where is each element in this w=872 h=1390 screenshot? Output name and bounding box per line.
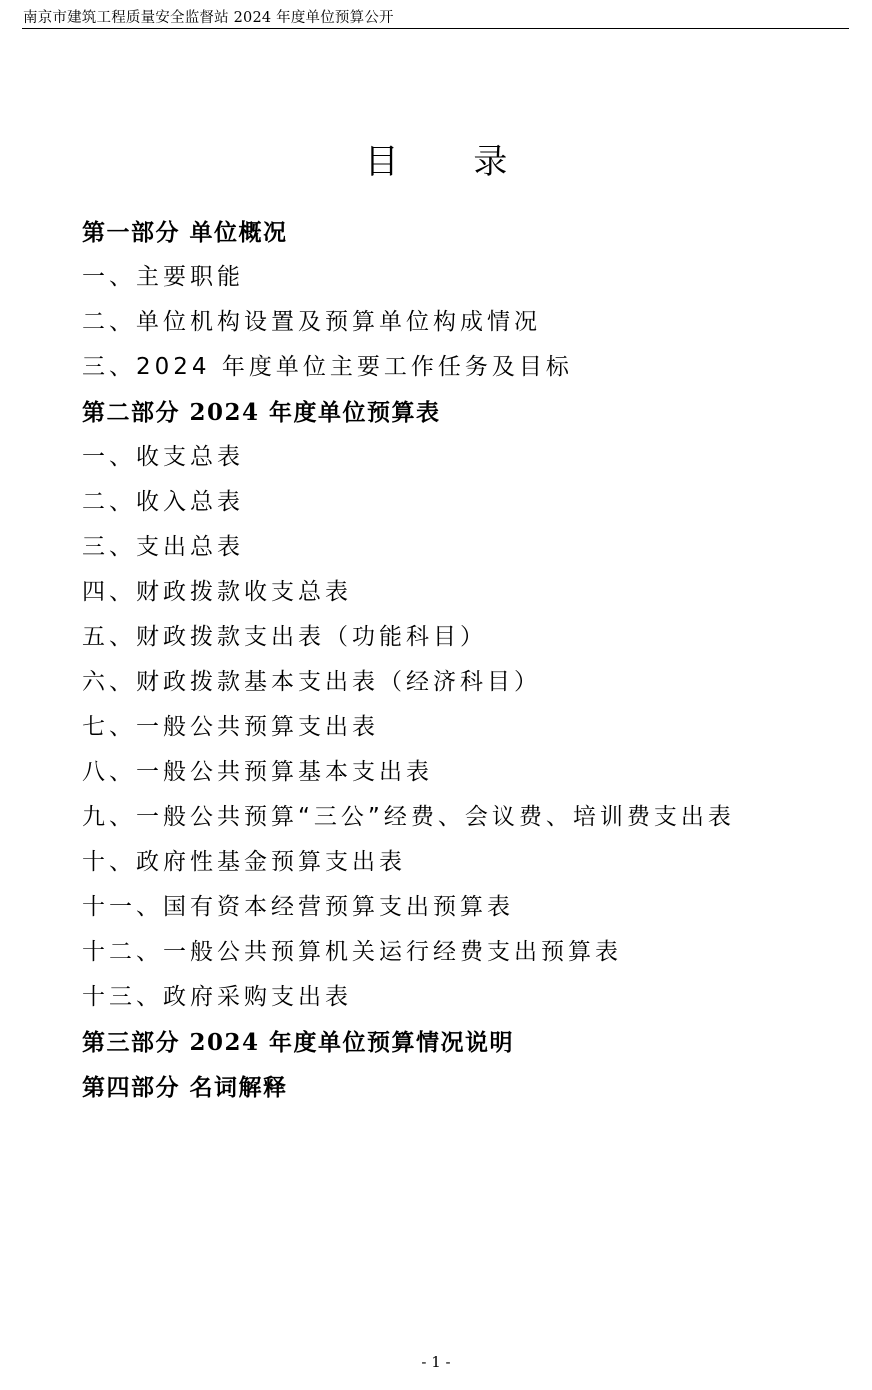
toc-part-4: 第四部分 名词解释 <box>82 1074 288 1101</box>
toc-item: 一、主要职能 <box>82 264 244 290</box>
toc-item: 十、政府性基金预算支出表 <box>82 849 406 875</box>
toc-item: 十三、政府采购支出表 <box>82 984 352 1010</box>
toc-item: 一、收支总表 <box>82 444 244 470</box>
toc-item: 五、财政拨款支出表（功能科目） <box>82 624 487 650</box>
toc-item: 八、一般公共预算基本支出表 <box>82 759 433 785</box>
toc-item: 九、一般公共预算“三公”经费、会议费、培训费支出表 <box>82 804 735 830</box>
toc-item: 四、财政拨款收支总表 <box>82 579 352 605</box>
toc-part-2: 第二部分 2024 年度单位预算表 <box>82 399 441 426</box>
toc-item: 二、收入总表 <box>82 489 244 515</box>
toc-item: 二、单位机构设置及预算单位构成情况 <box>82 309 541 335</box>
toc-item: 三、2024 年度单位主要工作任务及目标 <box>82 354 573 380</box>
toc-item: 六、财政拨款基本支出表（经济科目） <box>82 669 541 695</box>
toc-item: 三、支出总表 <box>82 534 244 560</box>
toc-item: 七、一般公共预算支出表 <box>82 714 379 740</box>
toc-item: 十二、一般公共预算机关运行经费支出预算表 <box>82 939 622 965</box>
page-number: - 1 - <box>421 1353 451 1371</box>
header-divider <box>22 28 849 29</box>
toc-part-3: 第三部分 2024 年度单位预算情况说明 <box>82 1029 515 1056</box>
running-header: 南京市建筑工程质量安全监督站 2024 年度单位预算公开 <box>23 10 394 26</box>
table-of-contents <box>82 210 842 1110</box>
toc-part-1: 第一部分 单位概况 <box>82 219 288 246</box>
page-title: 目 录 <box>364 142 540 182</box>
toc-item: 十一、国有资本经营预算支出预算表 <box>82 894 514 920</box>
